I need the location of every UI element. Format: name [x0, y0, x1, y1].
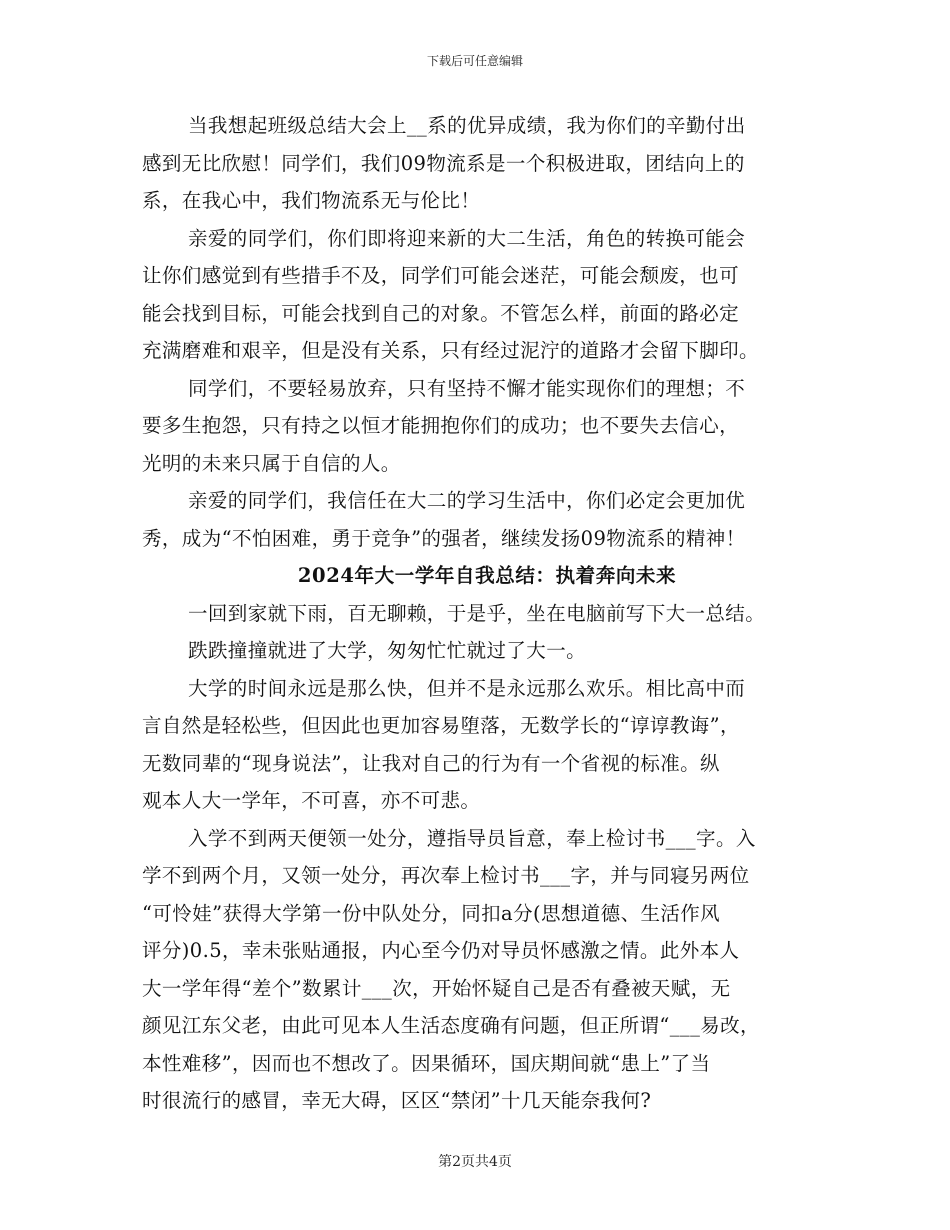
- body-line: 学不到两个月，又领一处分，再次奉上检讨书___字，并与同寝另两位: [142, 864, 750, 887]
- body-line: 亲爱的同学们，我信任在大二的学习生活中，你们必定会更加优: [188, 489, 746, 512]
- body-line: 一回到家就下雨，百无聊赖，于是乎，坐在电脑前写下大一总结。: [188, 601, 766, 625]
- body-line: 当我想起班级总结大会上__系的优异成绩，我为你们的辛勤付出: [188, 114, 746, 137]
- body-line: 要多生抱怨，只有持之以恒才能拥抱你们的成功；也不要失去信心，: [142, 414, 740, 437]
- body-line: 秀，成为“不怕困难，勇于竞争”的强者，继续发扬09物流系的精神！: [142, 526, 746, 550]
- body-line: 观本人大一学年，不可喜，亦不可悲。: [142, 789, 481, 812]
- body-line: 大学的时间永远是那么快，但并不是永远那么欢乐。相比高中而: [188, 676, 746, 700]
- page-footer: 第2页共4页: [438, 1154, 512, 1170]
- body-line: 入学不到两天便领一处分，遵指导员旨意，奉上检讨书___字。入: [188, 826, 756, 850]
- body-line: 本性难移”，因而也不想改了。因果循环，国庆期间就“患上”了当: [142, 1051, 711, 1075]
- body-line: 同学们，不要轻易放弃，只有坚持不懈才能实现你们的理想；不: [188, 376, 746, 400]
- body-line: 跌跌撞撞就进了大学，匆匆忙忙就过了大一。: [188, 639, 587, 662]
- body-line: 无数同辈的“现身说法”，让我对自己的行为有一个省视的标准。纵: [142, 751, 720, 775]
- body-line: “可怜娃”获得大学第一份中队处分，同扣a分(思想道德、生活作风: [142, 901, 721, 925]
- body-line: 亲爱的同学们，你们即将迎来新的大二生活，角色的转换可能会: [188, 226, 746, 250]
- body-line: 充满磨难和艰辛，但是没有关系，只有经过泥泞的道路才会留下脚印。: [142, 339, 759, 362]
- page-header: 下载后可任意编辑: [426, 54, 523, 68]
- body-line: 颜见江东父老，由此可见本人生活态度确有问题，但正所谓“___易改，: [142, 1014, 760, 1037]
- document-body: [142, 107, 832, 1120]
- body-line: 感到无比欣慰！同学们，我们09物流系是一个积极进取，团结向上的: [142, 151, 745, 175]
- body-line: 光明的未来只属于自信的人。: [142, 451, 401, 475]
- body-line: 让你们感觉到有些措手不及，同学们可能会迷茫，可能会颓废，也可: [142, 264, 740, 287]
- body-line: 能会找到目标，可能会找到自己的对象。不管怎么样，前面的路必定: [142, 301, 740, 325]
- body-line: 系，在我心中，我们物流系无与伦比！: [142, 189, 481, 212]
- body-line: 大一学年得“差个”数累计___次，开始怀疑自己是否有叠被天赋，无: [142, 976, 731, 1000]
- body-line: 评分)0.5，幸未张贴通报，内心至今仍对导员怀感激之情。此外本人: [142, 939, 740, 962]
- body-line: 言自然是轻松些，但因此也更加容易堕落，无数学长的“谆谆教诲”，: [142, 714, 740, 737]
- body-line: 时很流行的感冒，幸无大碍，区区“禁闭”十几天能奈我何?: [142, 1089, 652, 1112]
- section-title: 2024年大一学年自我总结：执着奔向未来: [297, 564, 677, 587]
